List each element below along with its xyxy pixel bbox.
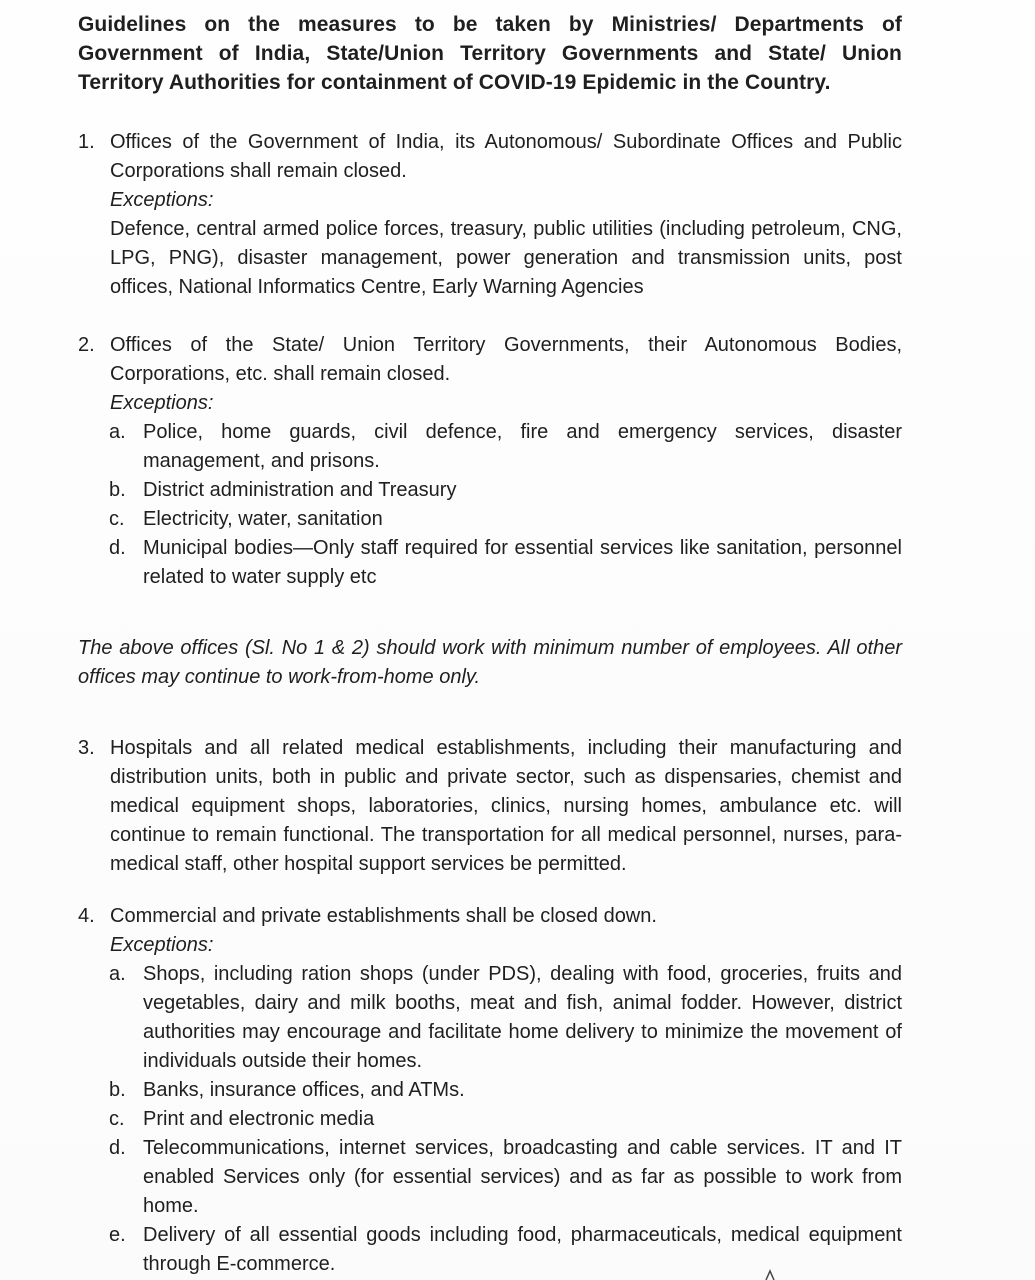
sub-item-letter: a. bbox=[109, 421, 126, 443]
sub-list bbox=[78, 418, 902, 592]
sub-item-e bbox=[78, 1221, 902, 1279]
sub-item-letter: a. bbox=[109, 963, 126, 985]
item-number: 4. bbox=[78, 905, 95, 927]
sub-item-text: Municipal bodies—Only staff required for essential services like sanitation, personnel related to water supply etc bbox=[143, 537, 902, 588]
document-body bbox=[78, 128, 902, 1279]
sub-item-text: Telecommunications, internet services, broadcasting and cable services. IT and IT enabled Services only (for essential services) and as far as possible to work from home. bbox=[143, 1137, 902, 1217]
sub-item-text: Print and electronic media bbox=[143, 1108, 375, 1130]
sub-item-d bbox=[78, 534, 902, 592]
item-text: Commercial and private establishments shall be closed down. bbox=[110, 905, 657, 927]
sub-item-a bbox=[78, 960, 902, 1076]
sub-item-letter: e. bbox=[109, 1224, 126, 1246]
exceptions-label: Exceptions: bbox=[110, 189, 214, 211]
item-text: Offices of the State/ Union Territory Governments, their Autonomous Bodies, Corporations, etc. shall remain closed. bbox=[110, 334, 902, 385]
sub-item-letter: b. bbox=[109, 479, 126, 501]
sub-item-letter: d. bbox=[109, 1137, 126, 1159]
sub-item-text: Delivery of all essential goods including food, pharmaceuticals, medical equipment through E-commerce. bbox=[143, 1224, 902, 1275]
sub-item-letter: d. bbox=[109, 537, 126, 559]
list-item-3 bbox=[78, 734, 902, 879]
sub-item-a bbox=[78, 418, 902, 476]
minimum-staff-note: The above offices (Sl. No 1 & 2) should work with minimum number of employees. All other offices may continue to work-from-home only. bbox=[78, 637, 902, 688]
sub-item-text: District administration and Treasury bbox=[143, 479, 457, 501]
sub-item-text: Banks, insurance offices, and ATMs. bbox=[143, 1079, 465, 1101]
exceptions-text: Defence, central armed police forces, treasury, public utilities (including petroleum, CNG, LPG, PNG), disaster management, power generation and transmission units, post offices, National Informatics Centre, Early Warning Agencies bbox=[110, 218, 902, 298]
list-item-2 bbox=[78, 331, 902, 418]
sub-list bbox=[78, 960, 902, 1279]
item-number: 3. bbox=[78, 737, 95, 759]
document-title: Guidelines on the measures to be taken by Ministries/ Departments of Government of India, State/Union Territory Governments and State/ Union Territory Authorities for containment of COVID-19 Epidemic in the Country. bbox=[78, 13, 902, 94]
item-number: 2. bbox=[78, 334, 95, 356]
sub-item-b bbox=[78, 1076, 902, 1105]
sub-item-b bbox=[78, 476, 902, 505]
sub-item-letter: c. bbox=[109, 1108, 125, 1130]
sub-item-c bbox=[78, 1105, 902, 1134]
item-text: Hospitals and all related medical establishments, including their manufacturing and distribution units, both in public and private sector, such as dispensaries, chemist and medical equipment shops, laboratories, clinics, nursing homes, ambulance etc. will continue to remain functional. The transportation for all medical personnel, nurses, para-medical staff, other hospital support services be permitted. bbox=[110, 737, 902, 875]
spacer bbox=[78, 692, 902, 734]
sub-item-text: Shops, including ration shops (under PDS), dealing with food, groceries, fruits and vegetables, dairy and milk booths, meat and fish, animal fodder. However, district authorities may encourage and facilitate home delivery to minimize the movement of individuals outside their homes. bbox=[143, 963, 902, 1072]
list-item-4 bbox=[78, 902, 902, 960]
item-number: 1. bbox=[78, 131, 95, 153]
spacer bbox=[78, 592, 902, 634]
sub-item-letter: b. bbox=[109, 1079, 126, 1101]
spacer bbox=[78, 879, 902, 902]
spacer bbox=[78, 302, 902, 331]
item-text: Offices of the Government of India, its Autonomous/ Subordinate Offices and Public Corporations shall remain closed. bbox=[110, 131, 902, 182]
sub-item-letter: c. bbox=[109, 508, 125, 530]
sub-item-c bbox=[78, 505, 902, 534]
sub-item-text: Electricity, water, sanitation bbox=[143, 508, 383, 530]
sub-item-d bbox=[78, 1134, 902, 1221]
exceptions-label: Exceptions: bbox=[110, 392, 214, 414]
list-item-1 bbox=[78, 128, 902, 302]
sub-item-text: Police, home guards, civil defence, fire and emergency services, disaster management, and prisons. bbox=[143, 421, 902, 472]
scan-mark-icon bbox=[763, 1268, 777, 1280]
exceptions-label: Exceptions: bbox=[110, 934, 214, 956]
